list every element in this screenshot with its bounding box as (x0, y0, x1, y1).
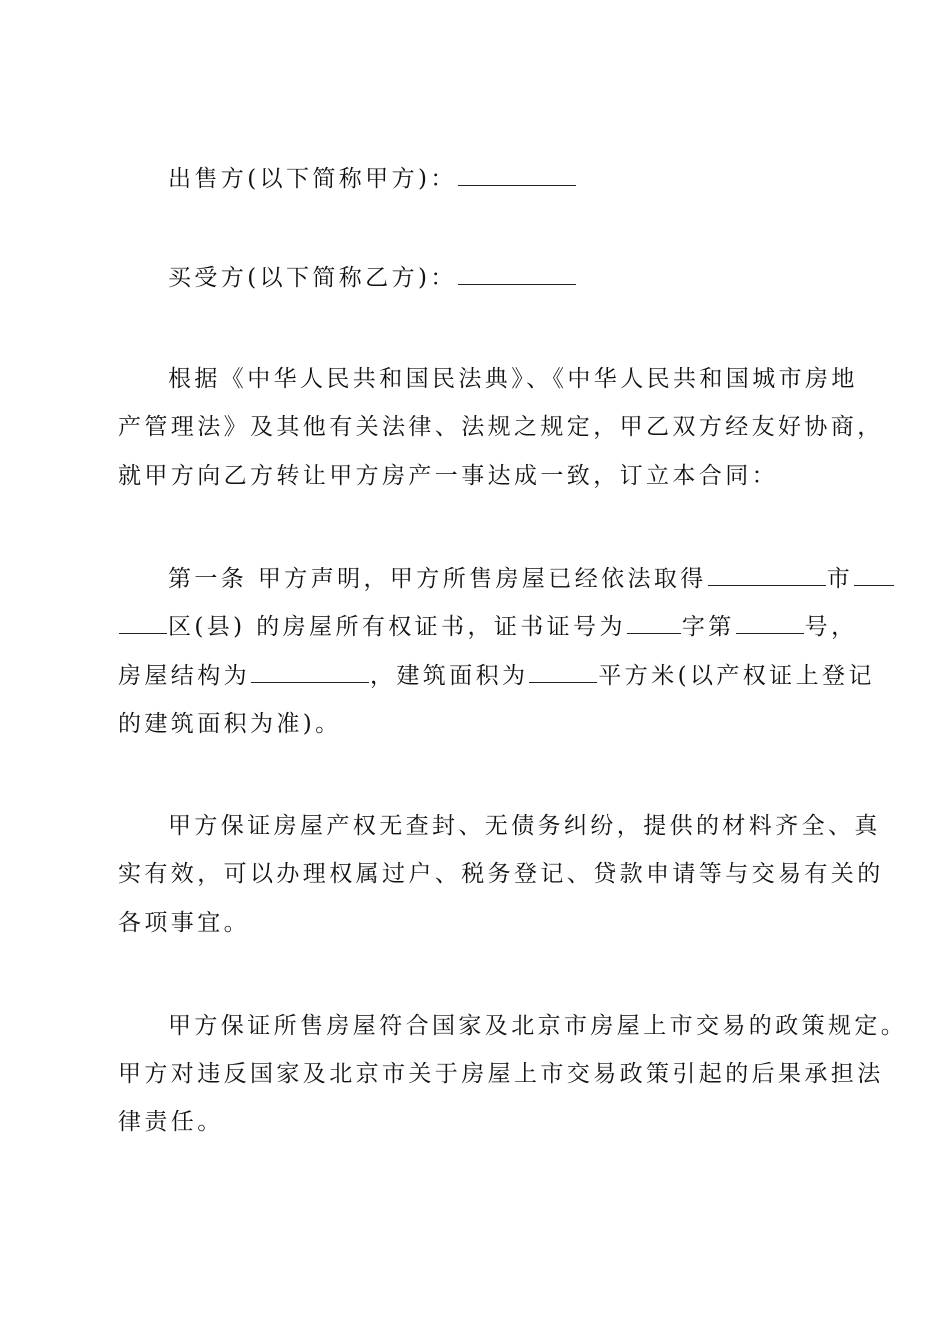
seller-name-blank[interactable] (458, 163, 576, 186)
preamble-line-3: 就甲方向乙方转让甲方房产一事达成一致，订立本合同： (118, 463, 778, 489)
structure-label: 房屋结构为 (118, 663, 250, 689)
area-label: ，建筑面积为 (370, 663, 529, 689)
preamble-line-1: 根据《中华人民共和国民法典》、《中华人民共和国城市房地 (168, 366, 858, 392)
structure-blank[interactable] (251, 660, 369, 683)
article1-city-label: 市 (826, 566, 854, 592)
guarantee1-line-3: 各项事宜。 (118, 910, 250, 936)
district-blank-part2[interactable] (119, 611, 167, 634)
guarantee2-line-2: 甲方对违反国家及北京市关于房屋上市交易政策引起的后果承担法 (118, 1061, 884, 1087)
district-blank-part1[interactable] (854, 563, 894, 586)
certificate-number-blank[interactable] (736, 611, 804, 634)
guarantee1-line-1: 甲方保证房屋产权无查封、无债务纠纷，提供的材料齐全、真 (168, 813, 881, 839)
seller-line (168, 163, 577, 194)
seller-label: 出售方(以下简称甲方)： (168, 166, 457, 192)
guarantee1-line-2: 实有效，可以办理权属过户、税务登记、贷款申请等与交易有关的 (118, 861, 884, 887)
article1-text-b: 区(县) 的房屋所有权证书，证书证号为 (168, 614, 626, 640)
buyer-name-blank[interactable] (458, 262, 576, 285)
area-unit-label: 平方米(以产权证上登记 (598, 663, 875, 689)
guarantee2-line-1: 甲方保证所售房屋符合国家及北京市房屋上市交易的政策规定。 (168, 1013, 908, 1039)
article1-line-3 (118, 660, 875, 691)
buyer-line (168, 262, 577, 293)
preamble-line-2: 产管理法》及其他有关法律、法规之规定，甲乙双方经友好协商， (118, 414, 884, 440)
article1-line-4: 的建筑面积为准)。 (118, 711, 342, 737)
article1-word-label: 字第 (681, 614, 735, 640)
certificate-city-blank[interactable] (708, 563, 826, 586)
area-blank[interactable] (529, 660, 597, 683)
certificate-word-blank[interactable] (627, 611, 681, 634)
article1-text-a: 第一条 甲方声明，甲方所售房屋已经依法取得 (168, 566, 707, 592)
article1-line-2 (118, 611, 857, 642)
buyer-label: 买受方(以下简称乙方)： (168, 265, 457, 291)
article1-line-1 (168, 563, 895, 594)
guarantee2-line-3: 律责任。 (118, 1109, 224, 1135)
article1-number-label: 号， (804, 614, 858, 640)
